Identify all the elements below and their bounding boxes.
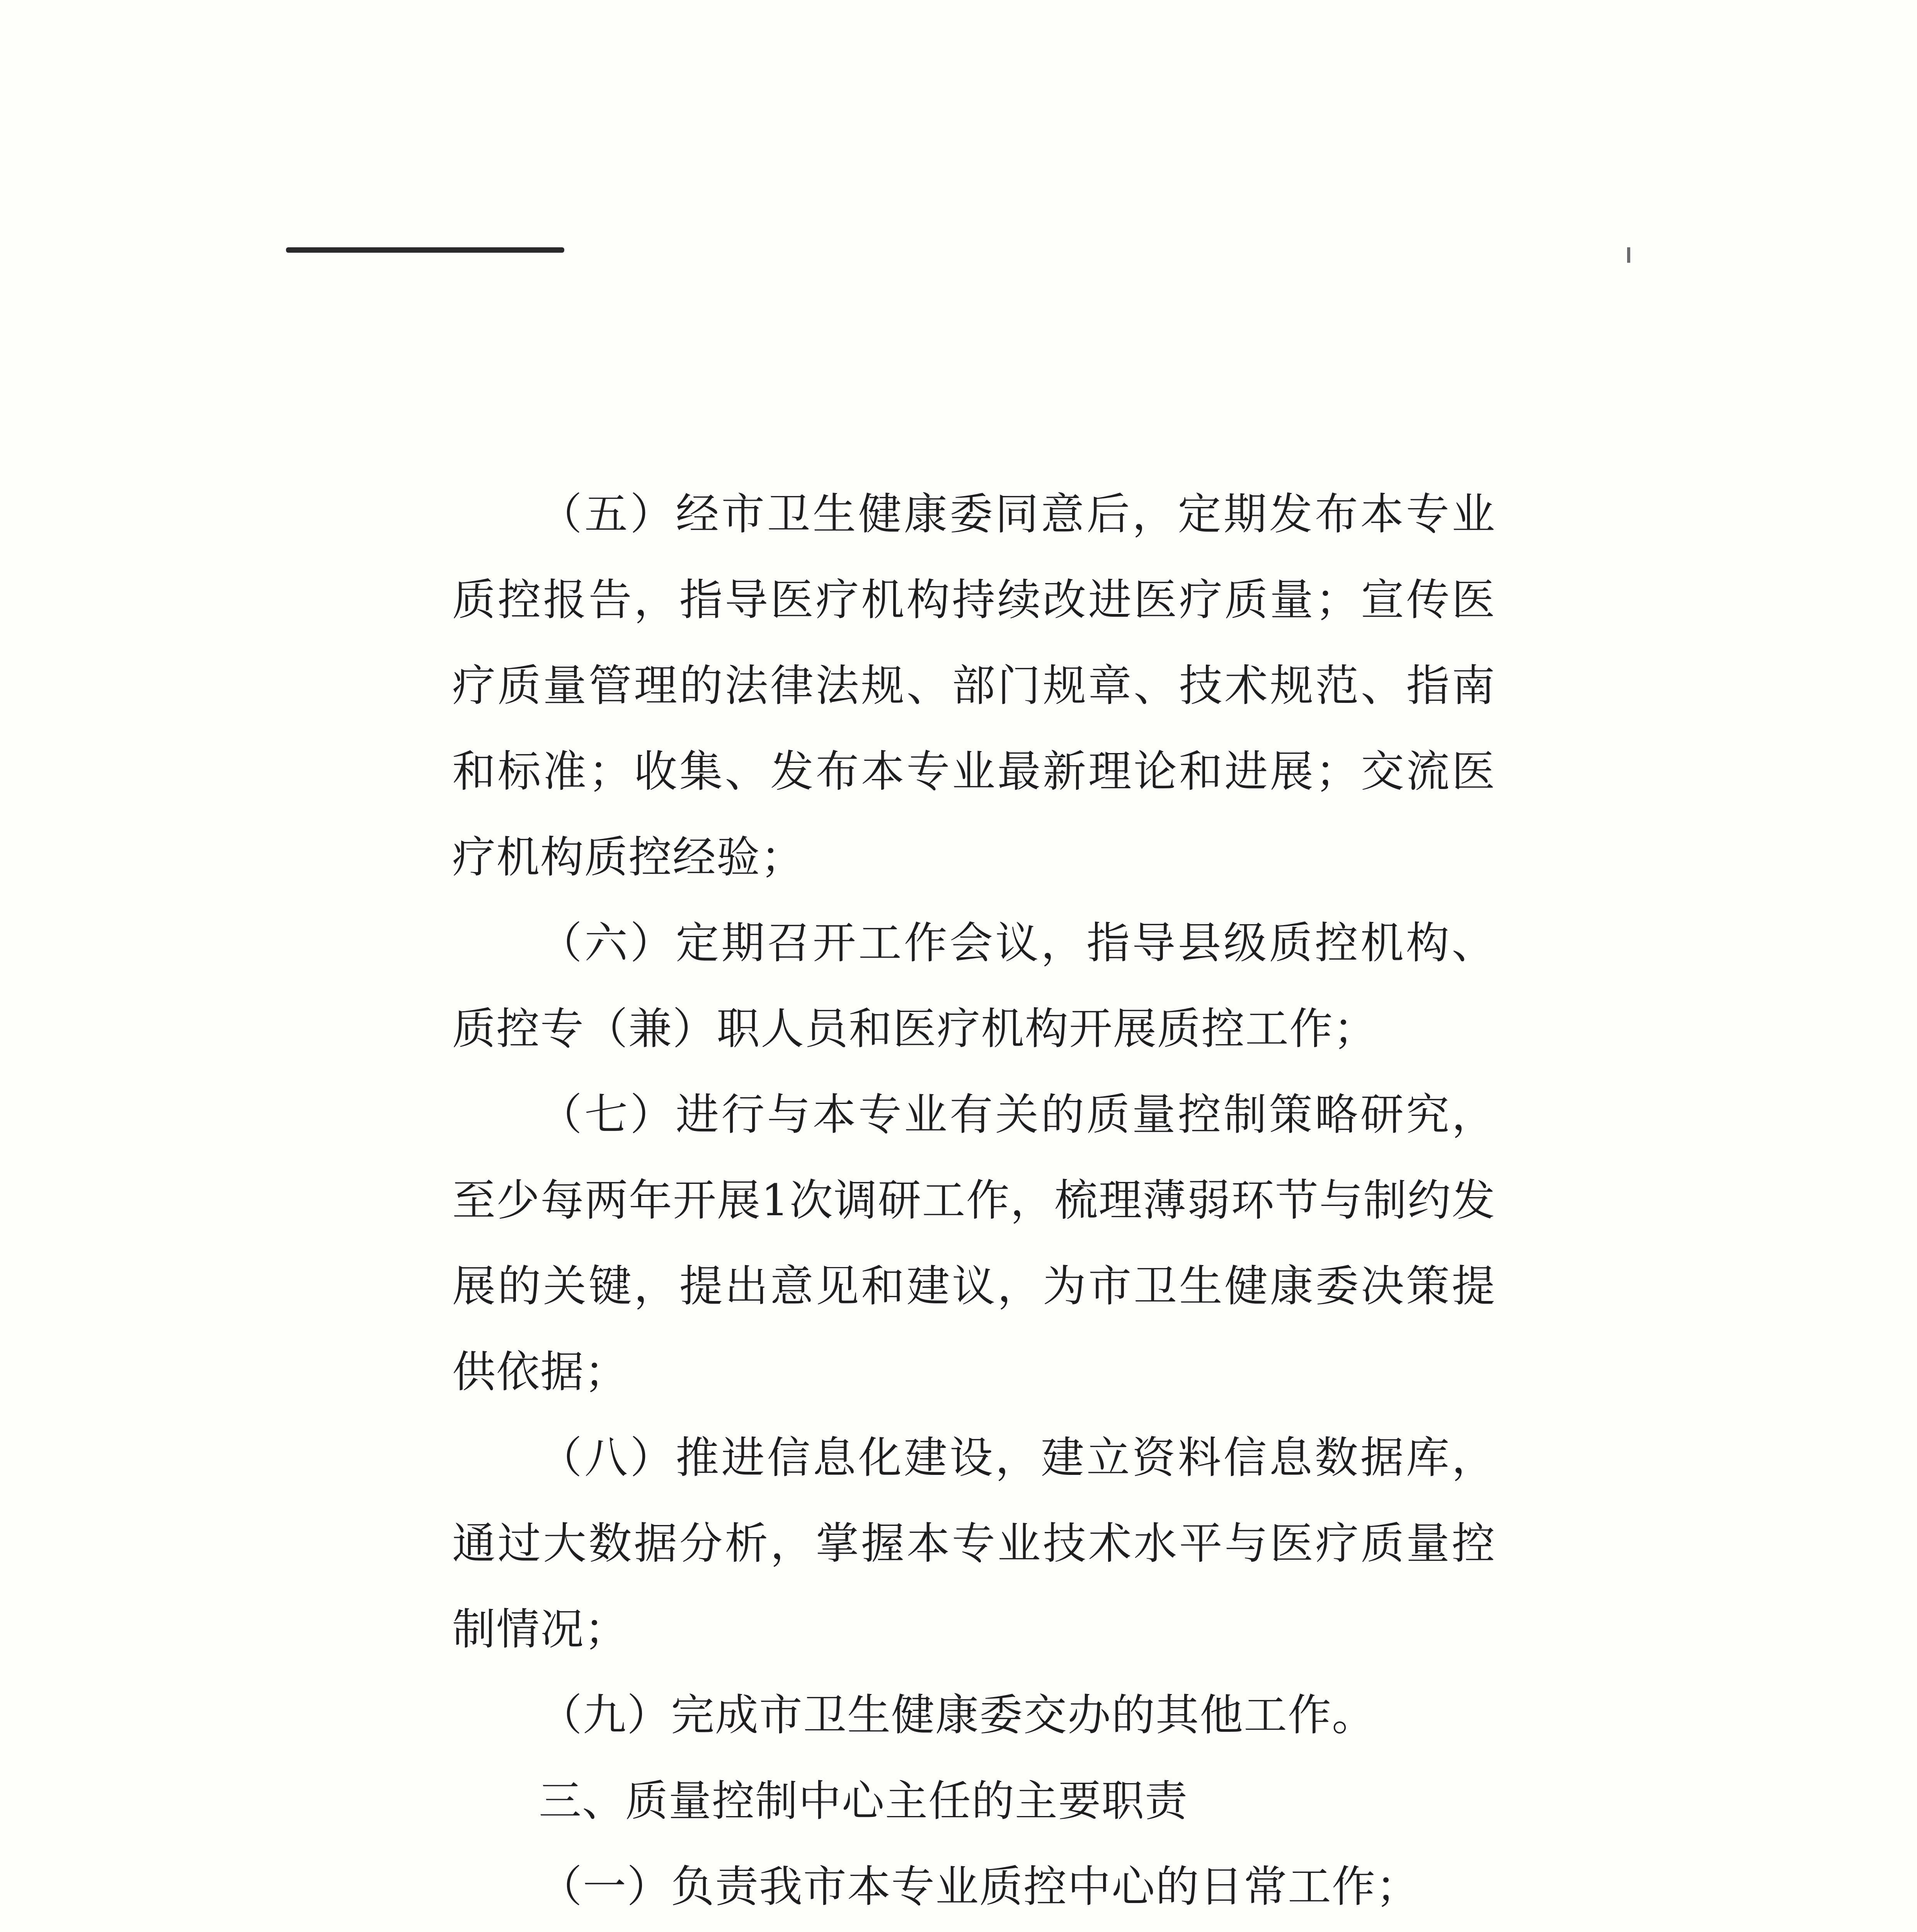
paragraph: （七）进行与本专业有关的质量控制策略研究，至少每两年开展1次调研工作，梳理薄弱环节与制约发展的关键，提出意见和建议，为市卫生健康委决策提供依据； (452, 1090, 1496, 1397)
document-body (452, 471, 1496, 1932)
paragraph: （九）完成市卫生健康委交办的其他工作。 (539, 1690, 1376, 1740)
paragraph: （六）定期召开工作会议，指导县级质控机构、质控专（兼）职人员和医疗机构开展质控工作； (452, 918, 1496, 1054)
paragraph: （一）负责我市本专业质控中心的日常工作； (539, 1862, 1420, 1912)
paragraph: （八）推进信息化建设，建立资料信息数据库，通过大数据分析，掌握本专业技术水平与医疗质量控制情况； (452, 1433, 1496, 1655)
paragraph (452, 1930, 1496, 1932)
header-rule (286, 247, 564, 253)
section-heading: 三、质量控制中心主任的主要职责 (539, 1776, 1188, 1826)
edge-mark (1627, 247, 1630, 263)
paragraph: （五）经市卫生健康委同意后，定期发布本专业质控报告，指导医疗机构持续改进医疗质量；宣传医疗质量管理的法律法规、部门规章、技术规范、指南和标准；收集、发布本专业最新理论和进展；交流医疗机构质控经验； (452, 489, 1496, 883)
